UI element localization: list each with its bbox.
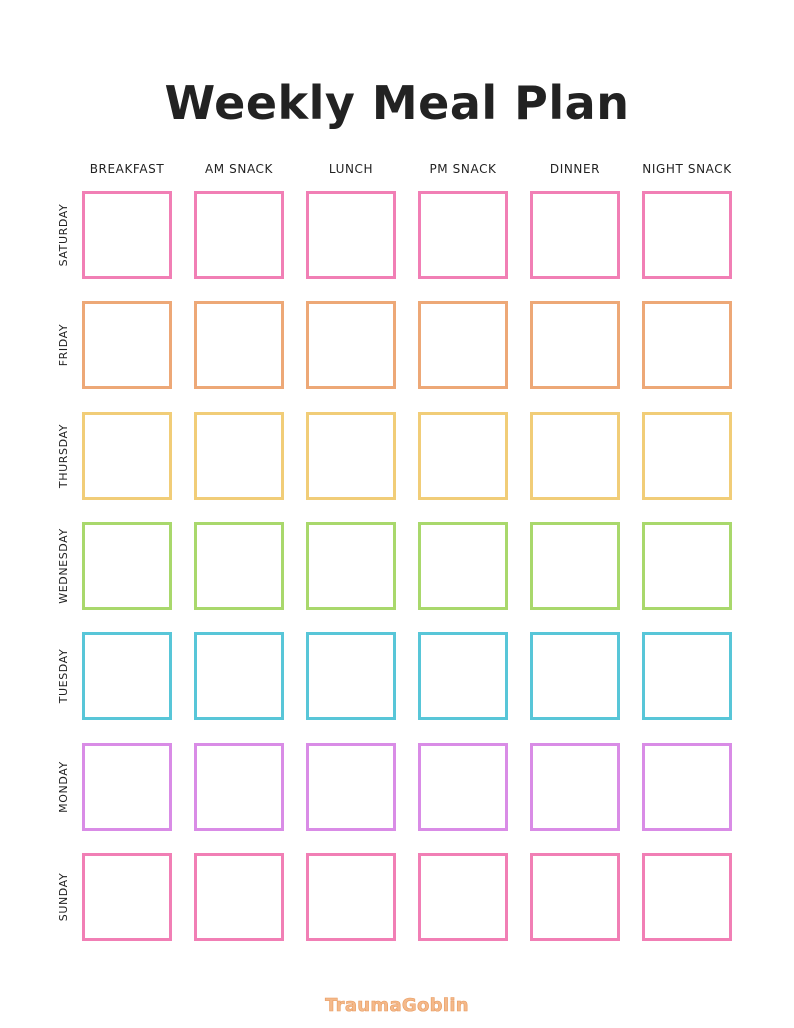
meal-box-tuesday-am-snack[interactable] (194, 632, 284, 720)
page-title: Weekly Meal Plan (164, 76, 630, 130)
meal-box-sunday-am-snack[interactable] (194, 853, 284, 941)
meal-box-saturday-breakfast[interactable] (82, 191, 172, 279)
meal-box-wednesday-lunch[interactable] (306, 522, 396, 610)
meal-box-sunday-breakfast[interactable] (82, 853, 172, 941)
meal-box-monday-night-snack[interactable] (642, 743, 732, 831)
meal-box-saturday-dinner[interactable] (530, 191, 620, 279)
meal-box-monday-lunch[interactable] (306, 743, 396, 831)
meal-box-tuesday-breakfast[interactable] (82, 632, 172, 720)
meal-box-saturday-pm-snack[interactable] (418, 191, 508, 279)
meal-box-saturday-am-snack[interactable] (194, 191, 284, 279)
column-header-lunch: LUNCH (328, 162, 374, 176)
meal-box-tuesday-night-snack[interactable] (642, 632, 732, 720)
meal-box-wednesday-breakfast[interactable] (82, 522, 172, 610)
column-header-pm-snack: PM SNACK (429, 162, 497, 176)
meal-box-wednesday-dinner[interactable] (530, 522, 620, 610)
day-label-friday: FRIDAY (57, 323, 70, 367)
meal-box-tuesday-lunch[interactable] (306, 632, 396, 720)
column-header-night-snack: NIGHT SNACK (642, 162, 732, 176)
meal-box-wednesday-am-snack[interactable] (194, 522, 284, 610)
meal-box-friday-am-snack[interactable] (194, 301, 284, 389)
meal-box-thursday-am-snack[interactable] (194, 412, 284, 500)
brand-logo: TraumaGoblin (325, 995, 469, 1016)
meal-box-sunday-dinner[interactable] (530, 853, 620, 941)
meal-box-monday-dinner[interactable] (530, 743, 620, 831)
meal-box-friday-breakfast[interactable] (82, 301, 172, 389)
meal-box-sunday-night-snack[interactable] (642, 853, 732, 941)
meal-box-thursday-night-snack[interactable] (642, 412, 732, 500)
meal-box-tuesday-pm-snack[interactable] (418, 632, 508, 720)
meal-box-thursday-pm-snack[interactable] (418, 412, 508, 500)
meal-box-wednesday-pm-snack[interactable] (418, 522, 508, 610)
meal-box-friday-pm-snack[interactable] (418, 301, 508, 389)
meal-box-thursday-breakfast[interactable] (82, 412, 172, 500)
meal-box-thursday-lunch[interactable] (306, 412, 396, 500)
meal-box-friday-night-snack[interactable] (642, 301, 732, 389)
column-header-am-snack: AM SNACK (204, 162, 274, 176)
meal-box-friday-lunch[interactable] (306, 301, 396, 389)
meal-box-saturday-night-snack[interactable] (642, 191, 732, 279)
meal-box-tuesday-dinner[interactable] (530, 632, 620, 720)
column-header-dinner: DINNER (549, 162, 601, 176)
day-label-thursday: THURSDAY (57, 423, 70, 489)
meal-box-thursday-dinner[interactable] (530, 412, 620, 500)
day-label-monday: MONDAY (57, 761, 70, 813)
meal-box-monday-breakfast[interactable] (82, 743, 172, 831)
column-header-breakfast: BREAKFAST (89, 162, 165, 176)
meal-box-sunday-lunch[interactable] (306, 853, 396, 941)
meal-box-monday-am-snack[interactable] (194, 743, 284, 831)
day-label-sunday: SUNDAY (57, 872, 70, 922)
meal-box-friday-dinner[interactable] (530, 301, 620, 389)
meal-box-wednesday-night-snack[interactable] (642, 522, 732, 610)
day-label-saturday: SATURDAY (57, 203, 70, 267)
day-label-wednesday: WEDNESDAY (57, 528, 70, 604)
meal-box-monday-pm-snack[interactable] (418, 743, 508, 831)
day-label-tuesday: TUESDAY (57, 648, 70, 704)
meal-box-saturday-lunch[interactable] (306, 191, 396, 279)
meal-box-sunday-pm-snack[interactable] (418, 853, 508, 941)
